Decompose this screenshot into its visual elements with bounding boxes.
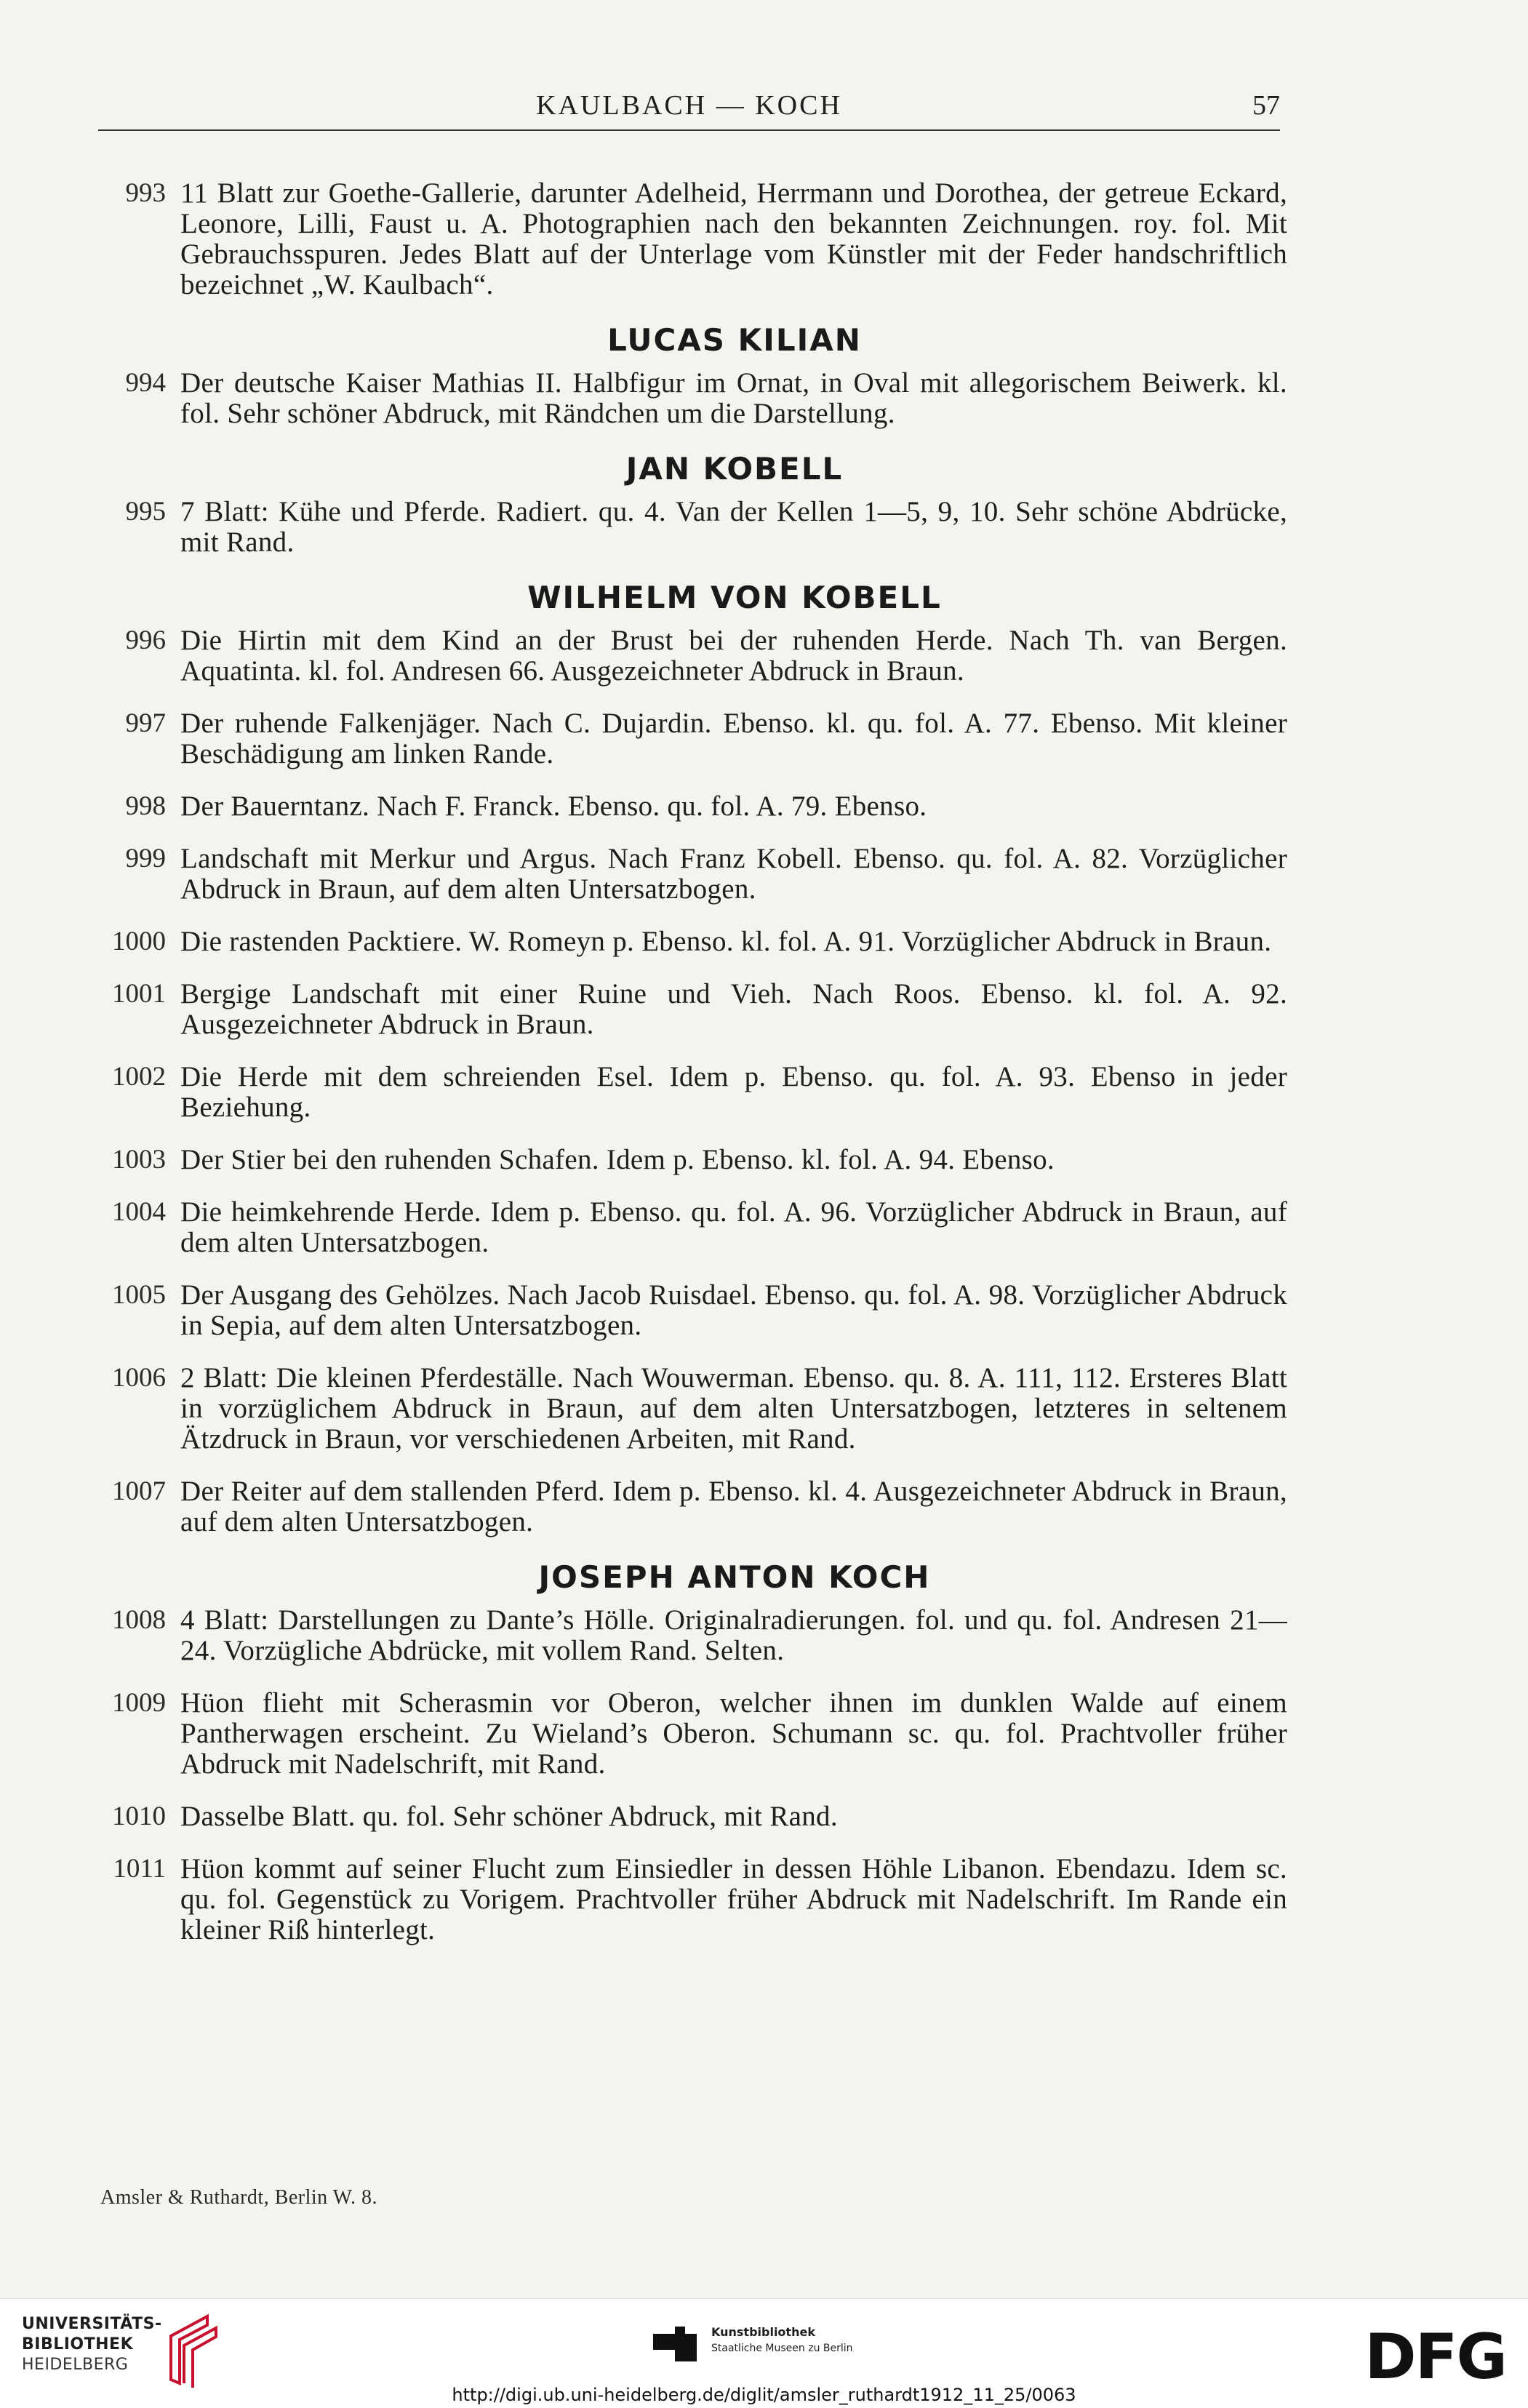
logo-line: Staatliche Museen zu Berlin [711, 2343, 853, 2354]
lot-number: 1006 [112, 1363, 166, 1393]
lot-description: Bergige Landschaft mit einer Ruine und Vieh. Nach Roos. Ebenso. kl. fol. A. 92. Ausgezeichneter Abdruck in Braun. [180, 978, 1287, 1040]
lot-description: Der Reiter auf dem stallenden Pferd. Idem p. Ebenso. kl. 4. Ausgezeichneter Abdruck in Braun, auf dem alten Untersatzbogen. [180, 1476, 1287, 1537]
catalogue-entry [95, 708, 1287, 769]
lot-number: 997 [125, 708, 166, 738]
lot-description: Die Hirtin mit dem Kind an der Brust bei der ruhenden Herde. Nach Th. van Bergen. Aquatinta. kl. fol. Andresen 66. Ausgezeichneter Abdruck in Braun. [180, 625, 1287, 687]
catalogue-entry [95, 1145, 1287, 1175]
artist-heading: LUCAS KILIAN [607, 322, 862, 358]
catalogue-entry [95, 1197, 1287, 1258]
lot-description: Hüon flieht mit Scherasmin vor Oberon, welcher ihnen im dunklen Walde auf einem Pantherwagen erscheint. Zu Wieland’s Oberon. Schumann sc. qu. fol. Prachtvoller früher Abdruck mit Nadelschrift, mit Rand. [180, 1687, 1287, 1780]
book-mark-icon [156, 2311, 225, 2391]
lot-description: Die heimkehrende Herde. Idem p. Ebenso. qu. fol. A. 96. Vorzüglicher Abdruck in Braun, auf dem alten Untersatzbogen. [180, 1196, 1287, 1258]
catalogue-entry [95, 497, 1287, 558]
lot-number: 1002 [112, 1062, 166, 1092]
running-head-title: KAULBACH — KOCH [536, 90, 842, 121]
printer-imprint: Amsler & Ruthardt, Berlin W. 8. [100, 2186, 378, 2209]
catalogue-entries [95, 178, 1287, 1967]
lot-number: 1011 [113, 1854, 166, 1884]
artist-heading: WILHELM VON KOBELL [527, 580, 942, 615]
lot-description: 7 Blatt: Kühe und Pferde. Radiert. qu. 4. Van der Kellen 1—5, 9, 10. Sehr schöne Abdrücke, mit Rand. [180, 496, 1287, 558]
kunstbibliothek-logo[interactable] [653, 2318, 915, 2376]
catalogue-entry [95, 927, 1287, 957]
catalogue-entry [95, 1801, 1287, 1832]
lot-number: 1003 [112, 1145, 166, 1175]
lot-number: 993 [125, 178, 166, 208]
lot-description: Die Herde mit dem schreienden Esel. Idem p. Ebenso. qu. fol. A. 93. Ebenso in jeder Beziehung. [180, 1061, 1287, 1123]
university-library-logo[interactable] [22, 2315, 225, 2395]
museum-mark-icon [653, 2327, 700, 2363]
lot-description: Der Stier bei den ruhenden Schafen. Idem p. Ebenso. kl. fol. A. 94. Ebenso. [180, 1144, 1055, 1175]
lot-number: 995 [125, 497, 166, 527]
digitization-footer [0, 2298, 1528, 2408]
lot-number: 998 [125, 791, 166, 821]
catalogue-entry [95, 1062, 1287, 1123]
logo-line: BIBLIOTHEK [22, 2335, 134, 2353]
lot-description: Der deutsche Kaiser Mathias II. Halbfigur im Ornat, in Oval mit allegorischem Beiwerk. kl. fol. Sehr schöner Abdruck, mit Rändchen um die Darstellung. [180, 367, 1287, 429]
catalogue-entry [95, 1280, 1287, 1341]
lot-description: 4 Blatt: Darstellungen zu Dante’s Hölle. Originalradierungen. fol. und qu. fol. Andresen 21—24. Vorzügliche Abdrücke, mit vollem Rand. Selten. [180, 1604, 1287, 1666]
catalogue-entry [95, 1363, 1287, 1455]
lot-number: 1007 [112, 1476, 166, 1506]
catalogue-entry [95, 844, 1287, 905]
lot-number: 994 [125, 368, 166, 398]
section-wilhelm-von-kobell [95, 580, 1287, 1537]
lot-number: 996 [125, 625, 166, 655]
running-head [98, 86, 1280, 131]
lot-description: 11 Blatt zur Goethe-Gallerie, darunter Adelheid, Herrmann und Dorothea, der getreue Eckard, Leonore, Lilli, Faust u. A. Photographien nach den bekannten Zeichnungen. roy. fol. Mit Gebrauchsspuren. Jedes Blatt auf der Unterlage vom Künstler mit der Feder handschriftlich bezeichnet „W. Kaulbach“. [180, 177, 1287, 300]
artist-heading: JAN KOBELL [625, 451, 844, 487]
lot-number: 1004 [112, 1197, 166, 1227]
lot-description: Der Bauerntanz. Nach F. Franck. Ebenso. qu. fol. A. 79. Ebenso. [180, 791, 927, 822]
catalogue-entry [95, 791, 1287, 822]
lot-description: Die rastenden Packtiere. W. Romeyn p. Ebenso. kl. fol. A. 91. Vorzüglicher Abdruck in Braun. [180, 926, 1272, 957]
lot-description: Landschaft mit Merkur und Argus. Nach Franz Kobell. Ebenso. qu. fol. A. 82. Vorzüglicher Abdruck in Braun, auf dem alten Untersatzbogen. [180, 843, 1287, 905]
artist-heading: JOSEPH ANTON KOCH [538, 1559, 931, 1595]
section-lucas-kilian [95, 322, 1287, 429]
lot-number: 1005 [112, 1280, 166, 1310]
source-url[interactable]: http://digi.ub.uni-heidelberg.de/diglit/amsler_ruthardt1912_11_25/0063 [452, 2385, 1076, 2405]
page-number: 57 [1252, 90, 1280, 121]
lot-description: Der Ausgang des Gehölzes. Nach Jacob Ruisdael. Ebenso. qu. fol. A. 98. Vorzüglicher Abdruck in Sepia, auf dem alten Untersatzbogen. [180, 1279, 1287, 1341]
lot-description: 2 Blatt: Die kleinen Pferdeställe. Nach Wouwerman. Ebenso. qu. 8. A. 111, 112. Ersteres Blatt in vorzüglichem Abdruck in Braun, auf dem alten Untersatzbogen, letzteres in seltenem Ätzdruck in Braun, vor verschiedenen Arbeiten, mit Rand. [180, 1362, 1287, 1455]
section-kaulbach [95, 178, 1287, 300]
catalogue-entry [95, 979, 1287, 1040]
lot-number: 999 [125, 844, 166, 873]
catalogue-entry [95, 1688, 1287, 1780]
lot-description: Dasselbe Blatt. qu. fol. Sehr schöner Abdruck, mit Rand. [180, 1801, 838, 1832]
lot-description: Der ruhende Falkenjäger. Nach C. Dujardin. Ebenso. kl. qu. fol. A. 77. Ebenso. Mit kleiner Beschädigung am linken Rande. [180, 708, 1287, 769]
logo-line: UNIVERSITÄTS- [22, 2315, 162, 2333]
dfg-logo[interactable]: DFG [1364, 2321, 1506, 2393]
lot-number: 1008 [112, 1605, 166, 1635]
catalogue-entry [95, 178, 1287, 300]
logo-line: HEIDELBERG [22, 2356, 129, 2374]
lot-number: 1001 [112, 979, 166, 1009]
lot-number: 1009 [112, 1688, 166, 1718]
catalogue-entry [95, 1476, 1287, 1537]
section-joseph-anton-koch [95, 1559, 1287, 1945]
catalogue-entry [95, 625, 1287, 687]
logo-line: Kunstbibliothek [711, 2325, 815, 2339]
lot-number: 1000 [112, 927, 166, 956]
catalogue-entry [95, 1854, 1287, 1945]
lot-description: Hüon kommt auf seiner Flucht zum Einsiedler in dessen Höhle Libanon. Ebendazu. Idem sc. qu. fol. Gegenstück zu Vorigem. Prachtvoller früher Abdruck mit Nadelschrift. Im Rande ein kleiner Riß hinterlegt. [180, 1853, 1287, 1945]
section-jan-kobell [95, 451, 1287, 558]
catalogue-entry [95, 368, 1287, 429]
catalogue-entry [95, 1605, 1287, 1666]
lot-number: 1010 [112, 1801, 166, 1831]
